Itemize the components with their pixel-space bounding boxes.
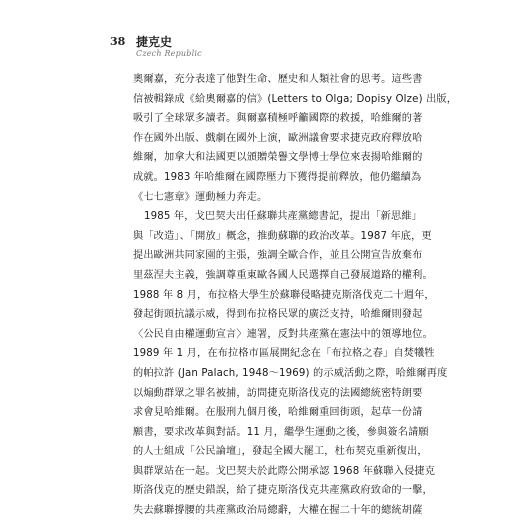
page-number: 38 [110,35,126,48]
chapter-title: 捷克史 [136,35,173,49]
text-line: 的帕拉許 (Jan Palach, 1948～1969) 的示威活動之際，哈維爾再度 [133,367,448,379]
text-line: 求會見哈維爾。在服刑九個月後，哈維爾重回街頭，起草一份請 [133,407,423,419]
text-line: 成就。1983 年哈維爾在國際壓力下獲得提前釋放，他仍繼續為 [133,171,422,183]
text-line: 發起街頭抗議示威，得到布拉格民眾的廣泛支持，哈維爾則發起 [133,309,423,321]
text-line: 奧爾嘉，充分表達了他對生命、歷史和人類社會的思考。這些書 [133,74,423,85]
text-line: 〈公民自由權運動宣言〉連署，反對共產黨在憲法中的領導地位。 [133,328,433,340]
text-line: 吸引了全球眾多讀者。與爾嘉積極呼籲國際的救援，哈維爾的著 [133,113,423,125]
text-line: 里茲涅夫主義，強調尊重東歐各國人民選擇自己發展道路的權利。 [133,269,433,281]
body-text [133,70,458,521]
text-line: 作在國外出版、戲劇在國外上演，歐洲議會要求捷克政府釋放哈 [133,132,423,144]
text-line: 1988 年 8 月，布拉格大學生於蘇聯侵略捷克斯洛伐克二十週年， [133,289,435,301]
text-line: 失去蘇聯撐腰的共產黨政治局總辭，大權在握二十年的總統胡薩 [133,505,423,517]
text-line: 信被輯錄成《給奧爾嘉的信》(Letters to Olga; Dopisy Olze) 出版， [133,93,458,105]
paragraph [133,70,458,207]
text-line: 提出歐洲共同家園的主張，強調全歐合作，並且公開宣告放棄布 [133,250,423,262]
text-line: 願書，要求改革與對話。11 月，繼學生運動之後，參與簽名請願 [133,426,429,438]
paragraph [133,207,448,521]
text-line: 斯洛伐克的歷史錯誤，給了捷克斯洛伐克共產黨政府致命的一擊， [133,485,433,497]
text-line: 以煽動群眾之罪名被捕，訪問捷克斯洛伐克的法國總統密特朗要 [133,387,423,399]
text-line: 與「改造」、「開放」概念，推動蘇聯的政治改革。1987 年底，更 [133,230,432,242]
text-line: 《七七憲章》運動極力奔走。 [133,191,268,203]
text-line: 1989 年 1 月，在布拉格市區展開紀念在「布拉格之春」自焚犧牲 [133,348,435,360]
text-line: 的人士組成「公民論壇」，發起全國大罷工，杜布契克重新復出， [133,446,428,458]
text-line: 1985 年，戈巴契夫出任蘇聯共產黨總書記，提出「新思維」 [144,211,423,223]
text-line: 維爾，加拿大和法國更以頒贈榮譽文學博士學位來表揚哈維爾的 [133,152,423,164]
chapter-subtitle: Czech Republic [136,49,202,58]
text-line: 與群眾站在一起。戈巴契夫於此際公開承認 1968 年蘇聯入侵捷克 [133,465,436,477]
